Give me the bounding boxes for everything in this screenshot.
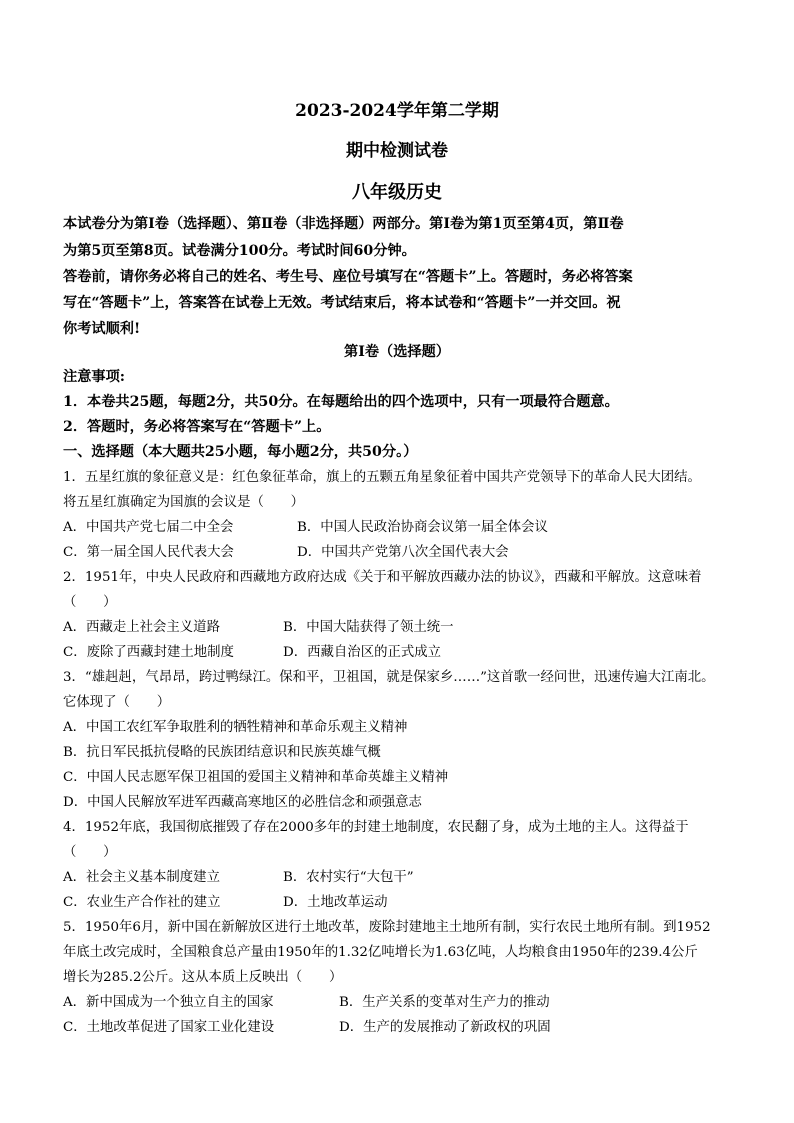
part1-title: 第Ⅰ卷（选择题） xyxy=(344,344,450,360)
question-option: D．土地改革运动 xyxy=(283,895,388,910)
question-option: C．土地改革促进了国家工业化建设 xyxy=(63,1020,275,1035)
question-stem: 将五星红旗确定为国旗的会议是（ ） xyxy=(63,495,305,510)
exam-name-title: 期中检测试卷 xyxy=(346,141,448,161)
question-option: D．中国人民解放军进军西藏高寒地区的必胜信念和顽强意志 xyxy=(63,795,422,810)
question-option: B．中国大陆获得了领土统一 xyxy=(283,620,454,635)
question-stem: 5．1950年6月，新中国在新解放区进行土地改革，废除封建地主土地所有制，实行农民土地所有制。到1952 xyxy=(63,920,711,935)
section1-title: 一、选择题（本大题共25小题，每小题2分，共50分。） xyxy=(63,444,418,460)
question-option: B．抗日军民抵抗侵略的民族团结意识和民族英雄气概 xyxy=(63,745,381,760)
question-option: B．农村实行“大包干” xyxy=(283,870,414,885)
intro-line: 本试卷分为第Ⅰ卷（选择题）、第Ⅱ卷（非选择题）两部分。第Ⅰ卷为第1页至第4页，第Ⅱ卷 xyxy=(63,216,624,232)
intro-line: 你考试顺利! xyxy=(63,321,141,337)
question-option: A．新中国成为一个独立自主的国家 xyxy=(63,995,274,1010)
notes-item: 1．本卷共25题，每题2分，共50分。在每题给出的四个选项中，只有一项最符合题意。 xyxy=(63,394,619,410)
question-option: C．中国人民志愿军保卫祖国的爱国主义精神和革命英雄主义精神 xyxy=(63,770,449,785)
question-option: C．农业生产合作社的建立 xyxy=(63,895,221,910)
notes-title: 注意事项: xyxy=(63,369,125,385)
question-option: A．社会主义基本制度建立 xyxy=(63,870,220,885)
question-option: A．中国共产党七届二中全会 xyxy=(63,520,234,535)
question-option: C．第一届全国人民代表大会 xyxy=(63,545,234,560)
intro-line: 为第5页至第8页。试卷满分100分。考试时间60分钟。 xyxy=(63,243,416,259)
intro-line: 写在“答题卡”上，答案答在试卷上无效。考试结束后，将本试卷和“答题卡”一并交回。祝 xyxy=(63,295,621,311)
question-option: A．西藏走上社会主义道路 xyxy=(63,620,220,635)
question-stem: 2．1951年，中央人民政府和西藏地方政府达成《关于和平解放西藏办法的协议》，西藏和平解放。这意味着 xyxy=(63,570,702,585)
question-stem: 4．1952年底，我国彻底摧毁了存在2000多年的封建土地制度，农民翻了身，成为土地的主人。这得益于 xyxy=(63,820,689,835)
question-stem: 增长为285.2公斤。这从本质上反映出（ ） xyxy=(63,970,343,985)
notes-item: 2．答题时，务必将答案写在“答题卡”上。 xyxy=(63,419,331,435)
intro-line: 答卷前，请你务必将自己的姓名、考生号、座位号填写在“答题卡”上。答题时，务必将答案 xyxy=(63,269,633,285)
question-stem: （ ） xyxy=(63,595,117,610)
question-option: D．生产的发展推动了新政权的巩固 xyxy=(339,1020,551,1035)
question-option: A．中国工农红军争取胜利的牺牲精神和革命乐观主义精神 xyxy=(63,720,408,735)
question-option: B．生产关系的变革对生产力的推动 xyxy=(339,995,550,1010)
exam-year-title: 2023-2024学年第二学期 xyxy=(295,101,499,121)
question-option: C．废除了西藏封建土地制度 xyxy=(63,645,234,660)
question-stem: 年底土改完成时，全国粮食总产量由1950年的1.32亿吨增长为1.63亿吨，人均粮食由1950年的239.4公斤 xyxy=(63,945,698,960)
question-stem: （ ） xyxy=(63,845,117,860)
question-option: D．西藏自治区的正式成立 xyxy=(283,645,442,660)
question-stem: 3．“雄赳赳，气昂昂，跨过鸭绿江。保和平，卫祖国，就是保家乡……”这首歌一经问世，迅速传遍大江南北。 xyxy=(63,670,715,685)
question-option: D．中国共产党第八次全国代表大会 xyxy=(297,545,509,560)
question-stem: 1．五星红旗的象征意义是：红色象征革命，旗上的五颗五角星象征着中国共产党领导下的革命人民大团结。 xyxy=(63,470,701,485)
question-option: B．中国人民政治协商会议第一届全体会议 xyxy=(297,520,548,535)
question-stem: 它体现了（ ） xyxy=(63,695,171,710)
exam-subject-title: 八年级历史 xyxy=(352,182,442,203)
